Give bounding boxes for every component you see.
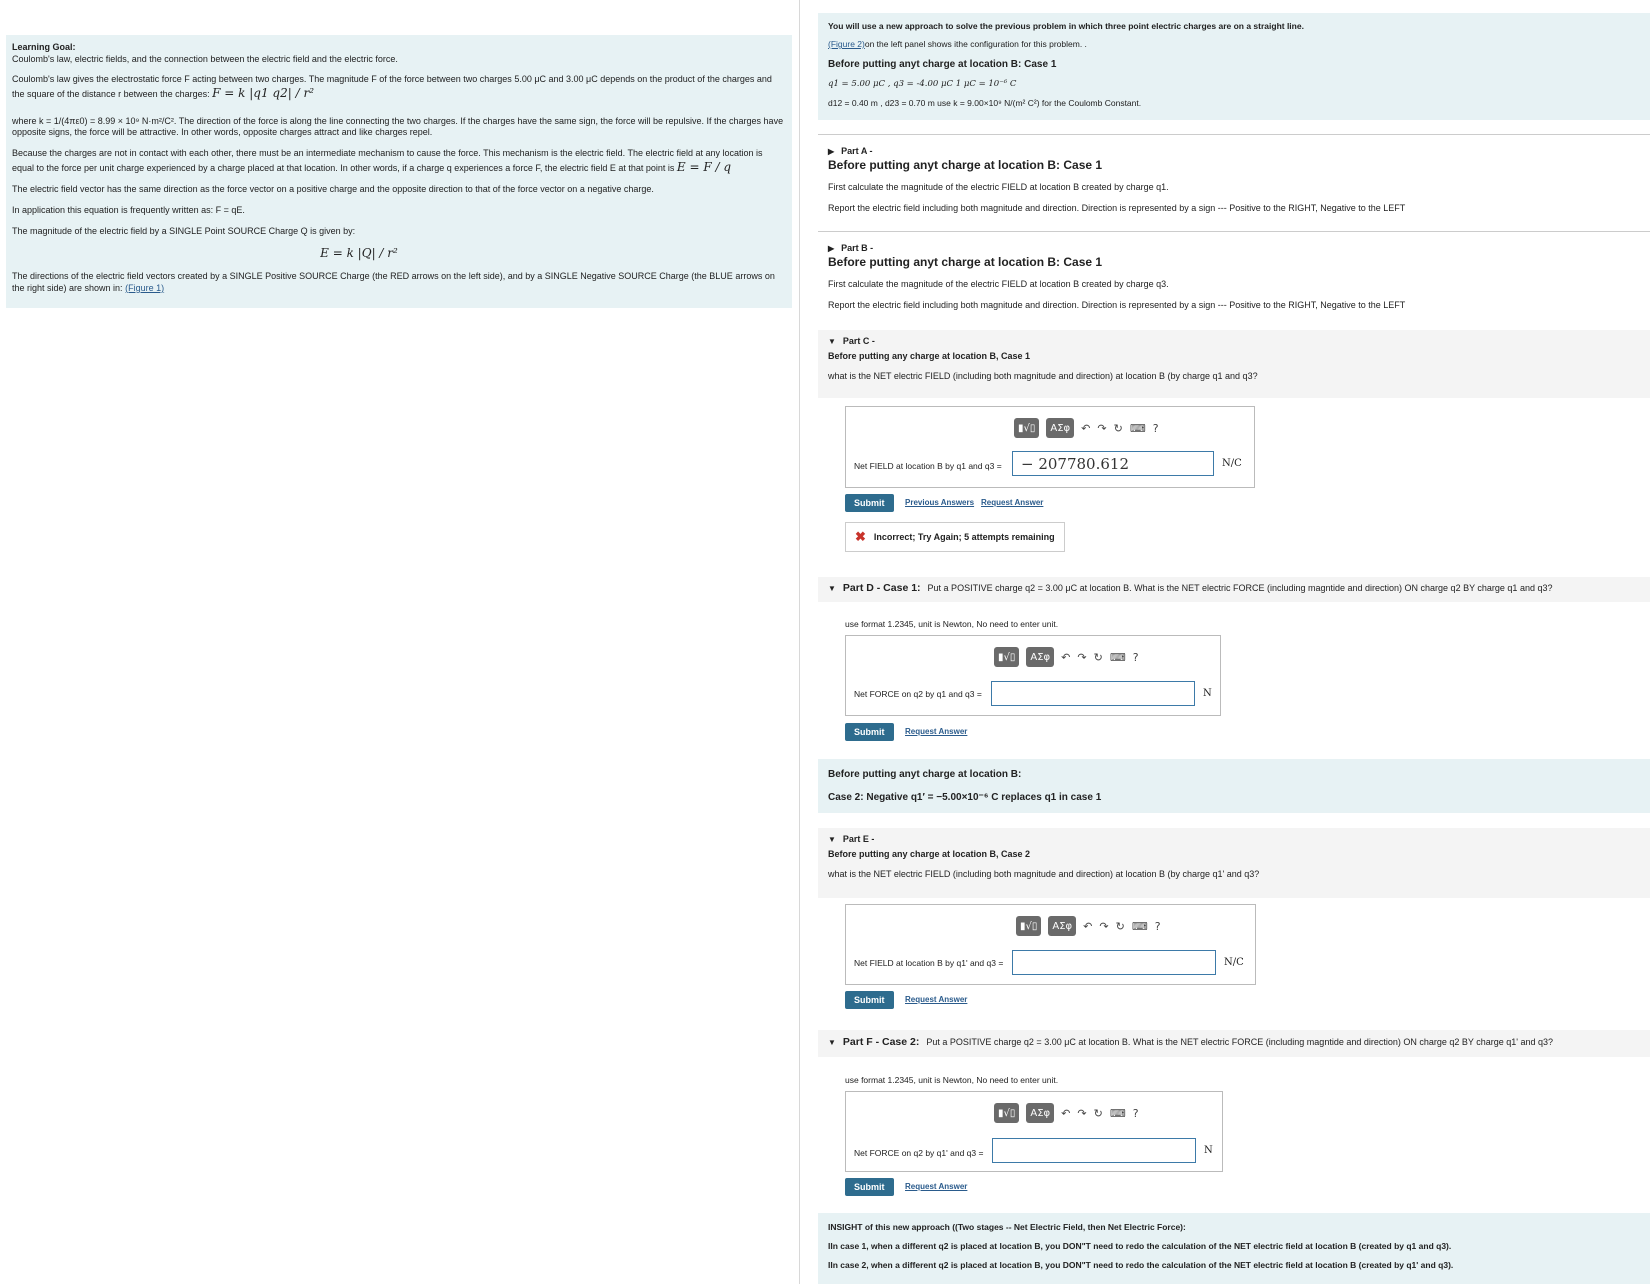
part-f-question: Put a POSITIVE charge q2 = 3.00 μC at location B. What is the NET electric FORCE (including magntide and direction) ON charge q2 BY charge q1' and q3? [926,1036,1554,1047]
part-a-text-1: First calculate the magnitude of the electric FIELD at location B created by charge q1. [828,182,1169,193]
part-f-note: use format 1.2345, unit is Newton, No need to enter unit. [845,1075,1059,1085]
part-d-note: use format 1.2345, unit is Newton, No need to enter unit. [845,619,1059,629]
insight-line-3: IIn case 2, when a different q2 is placed at location B, you DON"T need to redo the calculation of the NET electric field at location B (created by q1' and q3). [828,1260,1454,1271]
part-d-answer-label: Net FORCE on q2 by q1 and q3 = [854,689,982,699]
part-d-header[interactable] [828,582,1640,596]
intro-line-1: You will use a new approach to solve the previous problem in which three point electric charges are on a straight line. [828,21,1304,31]
part-a-title: Before putting anyt charge at location B: Case 1 [828,157,1103,172]
help-icon[interactable]: ? [1132,1106,1139,1120]
intro-box [818,13,1650,120]
help-icon[interactable]: ? [1152,421,1159,435]
separator [818,134,1650,135]
collapse-down-icon: ▼ [828,583,836,593]
part-f-unit: N [1204,1145,1213,1156]
expand-right-icon: ▶ [828,146,835,156]
undo-icon[interactable]: ↶ [1081,421,1091,435]
part-e-label: Part E - [842,834,875,844]
previous-answers-link[interactable]: Previous Answers [905,498,975,507]
field-paragraph: Because the charges are not in contact with each other, there must be an intermediate mechanism to cause the force. This mechanism is the electric field. The electric field at any location is equal to the force per unit charge experienced by a charge placed at that location. In other words, if a charge q experiences a force F, the electric field E at that point is [12,148,763,173]
part-d-label: Part D - Case 1: [842,582,921,594]
part-b-text-2: Report the electric field including both magnitude and direction. Direction is represented by a sign --- Positive to the RIGHT, Negative to the LEFT [828,299,1406,310]
part-e-header[interactable] [828,834,1640,846]
redo-icon[interactable]: ↷ [1077,1106,1087,1120]
learning-goal-box [6,35,792,308]
part-c-unit: N/C [1222,458,1242,469]
insight-line-1: INSIGHT of this new approach ((Two stages -- Net Electric Field, then Net Electric Force): [828,1222,1186,1232]
keyboard-icon[interactable]: ⌨ [1129,421,1146,435]
reset-icon[interactable]: ↻ [1113,421,1123,435]
part-d-unit: N [1203,688,1212,699]
magnitude-paragraph: The magnitude of the electric field by a SINGLE Point SOURCE Charge Q is given by: [12,225,356,236]
part-f-request-answer-link[interactable]: Request Answer [905,1182,968,1191]
coulomb-paragraph: Coulomb's law gives the electrostatic force F acting between two charges. The magnitude F of the force between two charges 5.00 μC and 3.00 μC depends on the product of the charges and the square of the distance r between the charges: [12,74,772,100]
incorrect-x-icon: ✖ [855,529,866,544]
part-c-submit-button[interactable]: Submit [845,494,894,512]
learning-goal-text: Coulomb's law, electric fields, and the connection between the electric field and the electric force. [12,53,398,64]
part-d-submit-button[interactable]: Submit [845,723,894,741]
part-b [818,237,1650,327]
symbols-button[interactable]: ΑΣφ [1048,916,1076,936]
part-c-feedback [845,522,1065,552]
feedback-text: Incorrect; Try Again; 5 attempts remaining [873,532,1055,542]
symbols-button[interactable]: ΑΣφ [1046,418,1074,438]
part-e-submit-button[interactable]: Submit [845,991,894,1009]
part-c-title: Before putting any charge at location B, Case 1 [828,350,1031,361]
part-d-question: Put a POSITIVE charge q2 = 3.00 μC at location B. What is the NET electric FORCE (including magntide and direction) ON charge q2 BY charge q1 and q3? [927,582,1553,593]
redo-icon[interactable]: ↷ [1097,421,1107,435]
part-f-answer-box [845,1091,1223,1172]
case-2-line-2: Case 2: Negative q1′ = −5.00×10⁻⁶ C replaces q1 in case 1 [828,792,1102,803]
math-toolbar [1016,916,1161,936]
problem-panel [802,0,1650,1284]
undo-icon[interactable]: ↶ [1083,919,1093,933]
part-a [818,140,1650,230]
templates-button[interactable]: ▮√▯ [994,647,1019,667]
math-toolbar [994,647,1139,667]
help-icon[interactable]: ? [1132,650,1139,664]
templates-button[interactable]: ▮√▯ [994,1103,1019,1123]
directions-paragraph: The directions of the electric field vectors created by a SINGLE Positive SOURCE Charge (the RED arrows on the left side), and by a SINGLE Negative SOURCE Charge (the BLUE arrows on the right side) are shown in: [12,270,775,293]
math-toolbar [1014,418,1159,438]
part-e-question: what is the NET electric FIELD (including both magnitude and direction) at location B (by charge q1' and q3? [828,869,1260,880]
part-a-text-2: Report the electric field including both magnitude and direction. Direction is represented by a sign --- Positive to the RIGHT, Negative to the LEFT [828,202,1406,213]
part-c-header[interactable] [828,336,1640,348]
part-b-label: Part B - [841,243,874,253]
redo-icon[interactable]: ↷ [1077,650,1087,664]
part-f-label: Part F - Case 2: [842,1036,920,1048]
part-e-title: Before putting any charge at location B, Case 2 [828,848,1031,859]
keyboard-icon[interactable]: ⌨ [1109,650,1126,664]
part-c-answer-label: Net FIELD at location B by q1 and q3 = [854,461,1002,471]
part-e-request-answer-link[interactable]: Request Answer [905,995,968,1004]
figure-1-link[interactable]: (Figure 1) [125,282,165,293]
templates-button[interactable]: ▮√▯ [1016,916,1041,936]
part-f-answer-input[interactable] [992,1138,1196,1163]
part-c-answer-box [845,406,1255,488]
case-2-box [818,759,1650,813]
part-d [818,577,1650,602]
keyboard-icon[interactable]: ⌨ [1109,1106,1126,1120]
part-b-title: Before putting anyt charge at location B: Case 1 [828,254,1103,269]
part-c-label: Part C - [842,336,875,346]
part-c-request-answer-link[interactable]: Request Answer [981,498,1044,507]
part-c-answer-input[interactable]: − 207780.612 [1012,451,1214,476]
part-d-answer-box [845,635,1221,716]
reset-icon[interactable]: ↻ [1115,919,1125,933]
symbols-button[interactable]: ΑΣφ [1026,1103,1054,1123]
learning-goal-panel [0,0,800,1284]
undo-icon[interactable]: ↶ [1061,650,1071,664]
collapse-down-icon: ▼ [828,1037,836,1047]
part-e-unit: N/C [1224,957,1244,968]
part-b-text-1: First calculate the magnitude of the electric FIELD at location B created by charge q3. [828,279,1169,290]
part-f-submit-button[interactable]: Submit [845,1178,894,1196]
part-a-header[interactable] [828,146,1640,158]
part-e-answer-box [845,904,1256,985]
symbols-button[interactable]: ΑΣφ [1026,647,1054,667]
learning-goal-heading: Learning Goal: [12,42,76,52]
collapse-down-icon: ▼ [828,336,836,346]
part-d-request-answer-link[interactable]: Request Answer [905,727,968,736]
intro-distances: d12 = 0.40 m , d23 = 0.70 m use k = 9.00×10⁹ N/(m² C²) for the Coulomb Constant. [828,98,1142,109]
collapse-down-icon: ▼ [828,834,836,844]
intro-case-title: Before putting anyt charge at location B: Case 1 [828,59,1057,71]
reset-icon[interactable]: ↻ [1093,650,1103,664]
application-paragraph: In application this equation is frequently written as: F = qE. [12,205,245,215]
intro-charges: q1 = 5.00 μC , q3 = -4.00 μC 1 μC = 10⁻⁶ C [828,79,1017,90]
constant-paragraph: where k = 1/(4πε0) = 8.99 × 10⁹ N·m²/C². The direction of the force is along the line connecting the two charges. If the charges have the same sign, the force will be repulsive. If the charges have opposite signs, the force will be attractive. In other words, opposite charges attract and like charges repel. [12,115,784,138]
part-e-answer-label: Net FIELD at location B by q1' and q3 = [854,958,1004,968]
part-e-answer-input[interactable] [1012,950,1216,975]
redo-icon[interactable]: ↷ [1099,919,1109,933]
templates-button[interactable]: ▮√▯ [1014,418,1039,438]
part-d-answer-input[interactable] [991,681,1195,706]
part-e [818,828,1650,898]
part-c-question: what is the NET electric FIELD (including both magnitude and direction) at location B (by charge q1 and q3? [828,371,1258,382]
direction-paragraph: The electric field vector has the same direction as the force vector on a positive charge and the opposite direction to that of the force vector on a negative charge. [12,184,654,195]
keyboard-icon[interactable]: ⌨ [1131,919,1148,933]
part-c [818,330,1650,398]
intro-line-2: on the left panel shows ithe configuration for this problem. . [864,39,1087,50]
coulomb-formula: F = k |q1 q2| / r² [212,86,315,101]
figure-2-link[interactable]: (Figure 2) [828,39,865,50]
insight-box [818,1213,1650,1284]
separator [818,231,1650,232]
part-f-answer-label: Net FORCE on q2 by q1' and q3 = [854,1148,984,1158]
field-formula: E = F / q [676,159,732,174]
expand-right-icon: ▶ [828,243,835,253]
math-toolbar [994,1103,1139,1123]
part-f [818,1030,1650,1057]
insight-line-2: IIn case 1, when a different q2 is placed at location B, you DON"T need to redo the calculation of the NET electric field at location B (created by q1 and q3). [828,1241,1452,1252]
point-charge-formula: E = k |Q| / r² [320,246,398,261]
undo-icon[interactable]: ↶ [1061,1106,1071,1120]
part-f-header[interactable] [828,1036,1640,1050]
part-b-header[interactable] [828,243,1640,255]
case-2-line-1: Before putting anyt charge at location B: [828,769,1022,780]
reset-icon[interactable]: ↻ [1093,1106,1103,1120]
help-icon[interactable]: ? [1154,919,1161,933]
part-a-label: Part A - [841,146,873,156]
